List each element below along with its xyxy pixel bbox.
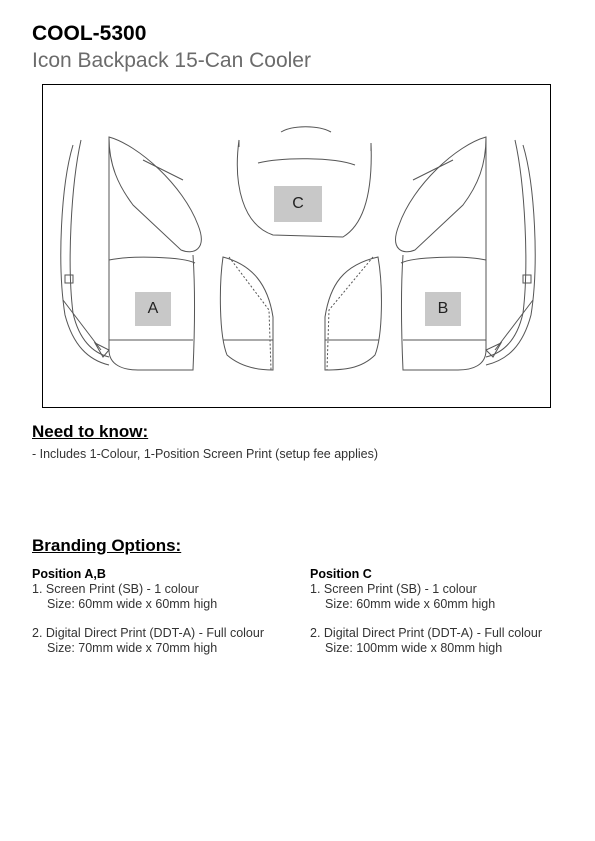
print-position-a: A — [135, 292, 171, 326]
product-illustration — [42, 84, 551, 408]
branding-option-size: Size: 60mm wide x 60mm high — [47, 597, 218, 611]
branding-option-label: 1. Screen Print (SB) - 1 colour — [32, 582, 199, 596]
branding-option-size: Size: 100mm wide x 80mm high — [325, 641, 503, 655]
branding-column-title: Position A,B — [32, 567, 106, 581]
need-to-know-heading: Need to know: — [32, 422, 149, 441]
product-code: COOL-5300 — [32, 22, 147, 45]
need-to-know-note: - Includes 1-Colour, 1-Position Screen Print (setup fee applies) — [32, 447, 379, 461]
branding-option-size: Size: 70mm wide x 70mm high — [47, 641, 218, 655]
print-position-b: B — [425, 292, 461, 326]
branding-column-ab — [32, 567, 264, 656]
backpack-front-view — [220, 127, 381, 370]
branding-option-size: Size: 60mm wide x 60mm high — [325, 597, 496, 611]
backpack-side-view-left — [61, 137, 201, 370]
branding-options-heading: Branding Options: — [32, 536, 182, 555]
backpack-side-view-right — [396, 137, 536, 370]
branding-column-c — [310, 567, 542, 656]
print-position-c: C — [274, 186, 322, 222]
branding-option-label: 2. Digital Direct Print (DDT-A) - Full colour — [310, 626, 542, 640]
branding-column-title: Position C — [310, 567, 372, 581]
product-name: Icon Backpack 15-Can Cooler — [32, 49, 311, 72]
branding-option-label: 2. Digital Direct Print (DDT-A) - Full colour — [32, 626, 264, 640]
branding-option-label: 1. Screen Print (SB) - 1 colour — [310, 582, 477, 596]
backpack-line-drawing — [43, 85, 552, 409]
